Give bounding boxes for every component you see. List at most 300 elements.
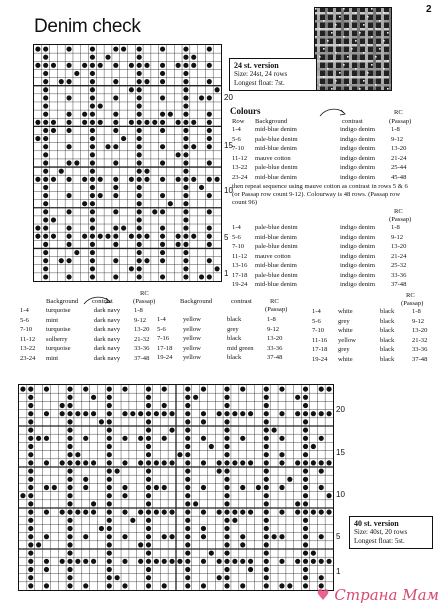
stitch-dot xyxy=(240,387,245,392)
stitch-dot xyxy=(240,485,245,490)
stitch-dot xyxy=(183,95,188,100)
stitch-dot xyxy=(146,452,151,457)
stitch-dot xyxy=(201,419,206,424)
stitch-dot xyxy=(144,63,149,68)
stitch-dot xyxy=(60,460,65,465)
stitch-dot xyxy=(264,469,269,474)
stitch-dot xyxy=(207,63,212,68)
stitch-dot xyxy=(107,469,112,474)
stitch-dot xyxy=(28,542,33,547)
stitch-dot xyxy=(67,419,72,424)
set3-cell: white xyxy=(338,327,353,334)
stitch-dot xyxy=(160,242,165,247)
stitch-dot xyxy=(217,575,222,580)
stitch-dot xyxy=(113,185,118,190)
stitch-dot xyxy=(191,177,196,182)
stitch-dot xyxy=(319,469,324,474)
stitch-dot xyxy=(107,460,112,465)
stitch-dot xyxy=(83,510,88,515)
stitch-dot xyxy=(90,169,95,174)
stitch-dot xyxy=(36,436,41,441)
stitch-dot xyxy=(146,395,151,400)
watermark-logo xyxy=(316,586,439,604)
stitch-dot xyxy=(122,534,127,539)
stitch-dot xyxy=(326,510,331,515)
stitch-dot xyxy=(75,460,80,465)
watermark-text: Страна Мам xyxy=(334,586,439,604)
stitch-dot xyxy=(43,112,48,117)
stitch-dot xyxy=(207,258,212,263)
stitch-dot xyxy=(303,567,308,572)
stitch-dot xyxy=(43,144,48,149)
stitch-dot xyxy=(183,160,188,165)
stitch-dot xyxy=(59,258,64,263)
stitch-dot xyxy=(193,501,198,506)
stitch-dot xyxy=(35,226,40,231)
stitch-dot xyxy=(146,436,151,441)
stitch-dot xyxy=(75,510,80,515)
colours-b-cell: 9-12 xyxy=(391,233,404,241)
stitch-dot xyxy=(264,567,269,572)
stitch-dot xyxy=(137,87,142,92)
stitch-dot xyxy=(183,185,188,190)
stitch-dot xyxy=(207,95,212,100)
stitch-dot xyxy=(146,411,151,416)
version-40-line: Longest float: 5st. xyxy=(354,537,405,545)
page-number: 2 xyxy=(426,4,432,15)
stitch-dot xyxy=(137,201,142,206)
stitch-dot xyxy=(137,103,142,108)
stitch-dot xyxy=(67,534,72,539)
stitch-dot xyxy=(146,583,151,588)
chart-24-grid-svg xyxy=(34,45,221,281)
colours-a-cell: 45-48 xyxy=(391,173,407,181)
set1-cell: dark navy xyxy=(94,354,121,362)
stitch-dot xyxy=(137,55,142,60)
stitch-dot xyxy=(279,583,284,588)
stitch-dot xyxy=(67,551,72,556)
stitch-dot xyxy=(144,234,149,239)
stitch-dot xyxy=(185,387,190,392)
stitch-dot xyxy=(137,169,142,174)
stitch-dot xyxy=(129,177,134,182)
stitch-dot xyxy=(67,485,72,490)
stitch-dot xyxy=(67,469,72,474)
stitch-dot xyxy=(146,419,151,424)
colours-a-cell: 9-12 xyxy=(391,135,404,143)
stitch-dot xyxy=(90,120,95,125)
stitch-dot xyxy=(129,63,134,68)
stitch-dot xyxy=(98,103,103,108)
stitch-dot xyxy=(98,63,103,68)
stitch-dot xyxy=(224,469,229,474)
stitch-dot xyxy=(60,403,65,408)
colours-a-cell: 1-4 xyxy=(232,126,241,133)
stitch-dot xyxy=(129,87,134,92)
row-number-15: 15 xyxy=(336,448,345,457)
set3-cell: 21-32 xyxy=(412,336,428,344)
row-number-10: 10 xyxy=(224,186,233,195)
stitch-dot xyxy=(232,510,237,515)
stitch-dot xyxy=(67,387,72,392)
stitch-dot xyxy=(311,551,316,556)
stitch-dot xyxy=(303,387,308,392)
stitch-dot xyxy=(82,63,87,68)
stitch-dot xyxy=(43,160,48,165)
stitch-dot xyxy=(279,559,284,564)
colours-b-cell: 33-36 xyxy=(391,271,407,279)
stitch-dot xyxy=(90,160,95,165)
stitch-dot xyxy=(137,217,142,222)
colours-header-background: Background xyxy=(255,118,288,125)
stitch-dot xyxy=(207,177,212,182)
stitch-dot xyxy=(66,209,71,214)
stitch-dot xyxy=(146,542,151,547)
stitch-dot xyxy=(162,559,167,564)
stitch-dot xyxy=(107,501,112,506)
stitch-dot xyxy=(122,387,127,392)
stitch-dot xyxy=(201,436,206,441)
stitch-dot xyxy=(137,274,142,279)
stitch-dot xyxy=(303,411,308,416)
colours-b-cell: mauve cotton xyxy=(255,252,291,260)
chart-40-grid-svg xyxy=(19,385,333,590)
stitch-dot xyxy=(183,258,188,263)
stitch-dot xyxy=(176,177,181,182)
stitch-dot xyxy=(83,559,88,564)
stitch-dot xyxy=(326,387,331,392)
stitch-dot xyxy=(28,485,33,490)
stitch-dot xyxy=(138,559,143,564)
set1-cell: dark navy xyxy=(94,316,121,324)
stitch-dot xyxy=(224,518,229,523)
stitch-dot xyxy=(162,411,167,416)
set2-cell: black xyxy=(227,335,242,342)
set3-cell: 1-8 xyxy=(412,308,421,315)
set3-cell: black xyxy=(380,327,395,334)
stitch-dot xyxy=(107,542,112,547)
stitch-dot xyxy=(28,469,33,474)
stitch-dot xyxy=(43,169,48,174)
stitch-dot xyxy=(154,510,159,515)
colours-b-cell: 11-12 xyxy=(232,252,248,260)
stitch-dot xyxy=(107,477,112,482)
stitch-dot xyxy=(183,234,188,239)
stitch-dot xyxy=(44,485,49,490)
stitch-dot xyxy=(82,177,87,182)
stitch-dot xyxy=(129,234,134,239)
set3-cell: white xyxy=(338,308,353,315)
stitch-dot xyxy=(28,395,33,400)
stitch-dot xyxy=(303,526,308,531)
stitch-dot xyxy=(319,510,324,515)
stitch-dot xyxy=(146,518,151,523)
stitch-dot xyxy=(137,250,142,255)
set1-cell: 1-8 xyxy=(134,307,143,314)
stitch-dot xyxy=(83,477,88,482)
stitch-dot xyxy=(264,460,269,465)
stitch-dot xyxy=(169,428,174,433)
set3-cell: 13-20 xyxy=(412,327,428,334)
colours-b-cell: 19-24 xyxy=(232,281,248,288)
stitch-dot xyxy=(113,63,118,68)
colours-b-cell: indigo denim xyxy=(340,224,375,231)
stitch-dot xyxy=(28,477,33,482)
stitch-dot xyxy=(303,501,308,506)
stitch-dot xyxy=(90,152,95,157)
set2-cell: yellow xyxy=(183,335,201,342)
stitch-dot xyxy=(90,46,95,51)
set2-cell: 13-20 xyxy=(267,335,283,342)
stitch-dot xyxy=(137,185,142,190)
stitch-dot xyxy=(28,428,33,433)
stitch-dot xyxy=(224,583,229,588)
chart-40-stitch xyxy=(18,384,334,591)
stitch-dot xyxy=(43,128,48,133)
stitch-dot xyxy=(185,428,190,433)
stitch-dot xyxy=(240,534,245,539)
stitch-dot xyxy=(248,510,253,515)
stitch-dot xyxy=(107,559,112,564)
stitch-dot xyxy=(137,266,142,271)
stitch-dot xyxy=(185,510,190,515)
stitch-dot xyxy=(240,542,245,547)
stitch-dot xyxy=(115,575,120,580)
stitch-dot xyxy=(215,177,220,182)
stitch-dot xyxy=(67,477,72,482)
colours-b-cell: indigo denim xyxy=(340,243,375,250)
stitch-dot xyxy=(154,559,159,564)
stitch-dot xyxy=(279,534,284,539)
stitch-dot xyxy=(66,234,71,239)
stitch-dot xyxy=(137,193,142,198)
knit-sample-swatch xyxy=(314,7,392,91)
stitch-dot xyxy=(113,209,118,214)
colours-b-cell: indigo denim xyxy=(340,262,375,269)
stitch-dot xyxy=(60,411,65,416)
stitch-dot xyxy=(144,177,149,182)
stitch-dot xyxy=(35,136,40,141)
stitch-dot xyxy=(43,250,48,255)
row-number-15: 15 xyxy=(224,141,233,150)
stitch-dot xyxy=(90,128,95,133)
stitch-dot xyxy=(91,501,96,506)
stitch-dot xyxy=(60,559,65,564)
stitch-dot xyxy=(113,242,118,247)
stitch-dot xyxy=(91,510,96,515)
stitch-dot xyxy=(183,274,188,279)
stitch-dot xyxy=(264,493,269,498)
set3-cell: black xyxy=(380,355,395,363)
set3-cell: 17-18 xyxy=(312,346,328,353)
stitch-dot xyxy=(185,460,190,465)
stitch-dot xyxy=(264,518,269,523)
stitch-dot xyxy=(232,460,237,465)
stitch-dot xyxy=(43,274,48,279)
stitch-dot xyxy=(224,477,229,482)
colours-a-cell: mid-blue denim xyxy=(255,126,297,133)
stitch-dot xyxy=(183,193,188,198)
stitch-dot xyxy=(209,444,214,449)
stitch-dot xyxy=(160,112,165,117)
set3-cell: black xyxy=(380,336,395,344)
stitch-dot xyxy=(185,583,190,588)
colours-a-cell: indigo denim xyxy=(340,173,375,181)
stitch-dot xyxy=(122,460,127,465)
colours-a-cell: indigo denim xyxy=(340,154,375,162)
version-24-info-box xyxy=(229,58,317,91)
stitch-dot xyxy=(160,274,165,279)
stitch-dot xyxy=(51,177,56,182)
stitch-dot xyxy=(303,428,308,433)
stitch-dot xyxy=(264,526,269,531)
stitch-dot xyxy=(264,403,269,408)
stitch-dot xyxy=(215,87,220,92)
set2-cell: yellow xyxy=(183,344,201,352)
stitch-dot xyxy=(264,559,269,564)
colours-b-cell: 7-10 xyxy=(232,243,245,250)
stitch-dot xyxy=(185,567,190,572)
version-24-line: Size: 24st, 24 rows xyxy=(234,70,288,78)
set1-cell: 37-48 xyxy=(134,354,150,362)
stitch-dot xyxy=(279,452,284,457)
stitch-dot xyxy=(90,250,95,255)
stitch-dot xyxy=(66,274,71,279)
stitch-dot xyxy=(199,274,204,279)
stitch-dot xyxy=(169,534,174,539)
stitch-dot xyxy=(43,242,48,247)
stitch-dot xyxy=(183,46,188,51)
stitch-dot xyxy=(28,387,33,392)
stitch-dot xyxy=(113,112,118,117)
colours-a-cell: 23-24 xyxy=(232,173,248,181)
stitch-dot xyxy=(43,209,48,214)
stitch-dot xyxy=(185,551,190,556)
stitch-dot xyxy=(137,226,142,231)
set1-header-background: Background xyxy=(46,298,79,305)
set3-cell: 37-48 xyxy=(412,355,428,363)
stitch-dot xyxy=(146,567,151,572)
set2-cell: 9-12 xyxy=(267,325,280,333)
stitch-dot xyxy=(66,112,71,117)
stitch-dot xyxy=(287,477,292,482)
stitch-dot xyxy=(146,510,151,515)
stitch-dot xyxy=(162,403,167,408)
stitch-dot xyxy=(162,510,167,515)
set1-header-passap: (Passap) xyxy=(133,298,156,305)
chart-24-stitch xyxy=(33,44,222,282)
colours-b-cell: pale-blue denim xyxy=(255,224,298,231)
colours-a-cell: mauve cotton xyxy=(255,154,291,162)
stitch-dot xyxy=(185,436,190,441)
stitch-dot xyxy=(160,258,165,263)
stitch-dot xyxy=(295,501,300,506)
stitch-dot xyxy=(28,534,33,539)
stitch-dot xyxy=(43,234,48,239)
colours-a-cell: 21-24 xyxy=(391,154,407,162)
colours-header-passap: (Passap) xyxy=(389,118,412,125)
stitch-dot xyxy=(240,559,245,564)
stitch-dot xyxy=(264,436,269,441)
stitch-dot xyxy=(107,534,112,539)
stitch-dot xyxy=(146,559,151,564)
stitch-dot xyxy=(256,485,261,490)
stitch-dot xyxy=(74,160,79,165)
stitch-dot xyxy=(113,193,118,198)
stitch-dot xyxy=(51,234,56,239)
stitch-dot xyxy=(75,559,80,564)
stitch-dot xyxy=(43,120,48,125)
stitch-dot xyxy=(264,583,269,588)
stitch-dot xyxy=(240,510,245,515)
stitch-dot xyxy=(224,551,229,556)
stitch-dot xyxy=(60,510,65,515)
stitch-dot xyxy=(107,428,112,433)
stitch-dot xyxy=(248,460,253,465)
stitch-dot xyxy=(303,559,308,564)
stitch-dot xyxy=(122,436,127,441)
stitch-dot xyxy=(107,493,112,498)
stitch-dot xyxy=(207,193,212,198)
stitch-dot xyxy=(66,160,71,165)
stitch-dot xyxy=(224,559,229,564)
stitch-dot xyxy=(207,274,212,279)
stitch-dot xyxy=(224,419,229,424)
stitch-dot xyxy=(240,583,245,588)
stitch-dot xyxy=(146,485,151,490)
stitch-dot xyxy=(183,120,188,125)
stitch-dot xyxy=(191,234,196,239)
stitch-dot xyxy=(90,79,95,84)
stitch-dot xyxy=(146,444,151,449)
stitch-dot xyxy=(83,583,88,588)
stitch-dot xyxy=(185,559,190,564)
stitch-dot xyxy=(90,144,95,149)
stitch-dot xyxy=(90,234,95,239)
stitch-dot xyxy=(146,501,151,506)
stitch-dot xyxy=(67,567,72,572)
stitch-dot xyxy=(160,128,165,133)
stitch-dot xyxy=(224,436,229,441)
stitch-dot xyxy=(66,242,71,247)
stitch-dot xyxy=(279,510,284,515)
colours-a-cell: mid-blue denim xyxy=(255,145,297,152)
stitch-dot xyxy=(98,120,103,125)
stitch-dot xyxy=(28,551,33,556)
colours-b-cell: mid-blue denim xyxy=(255,262,297,269)
stitch-dot xyxy=(224,510,229,515)
stitch-dot xyxy=(217,469,222,474)
stitch-dot xyxy=(207,79,212,84)
colours-b-cell: 37-48 xyxy=(391,281,407,288)
stitch-dot xyxy=(209,551,214,556)
stitch-dot xyxy=(107,526,112,531)
stitch-dot xyxy=(162,485,167,490)
stitch-dot xyxy=(113,95,118,100)
stitch-dot xyxy=(279,485,284,490)
stitch-dot xyxy=(152,209,157,214)
set3-cell: black xyxy=(380,346,395,353)
set3-header-passap: (Passap) xyxy=(401,300,424,307)
set1-cell: mint xyxy=(46,316,59,324)
stitch-dot xyxy=(51,63,56,68)
stitch-dot xyxy=(144,120,149,125)
stitch-dot xyxy=(44,567,49,572)
stitch-dot xyxy=(224,387,229,392)
stitch-dot xyxy=(295,460,300,465)
version-24-title: 24 st. version xyxy=(234,61,279,70)
stitch-dot xyxy=(99,526,104,531)
